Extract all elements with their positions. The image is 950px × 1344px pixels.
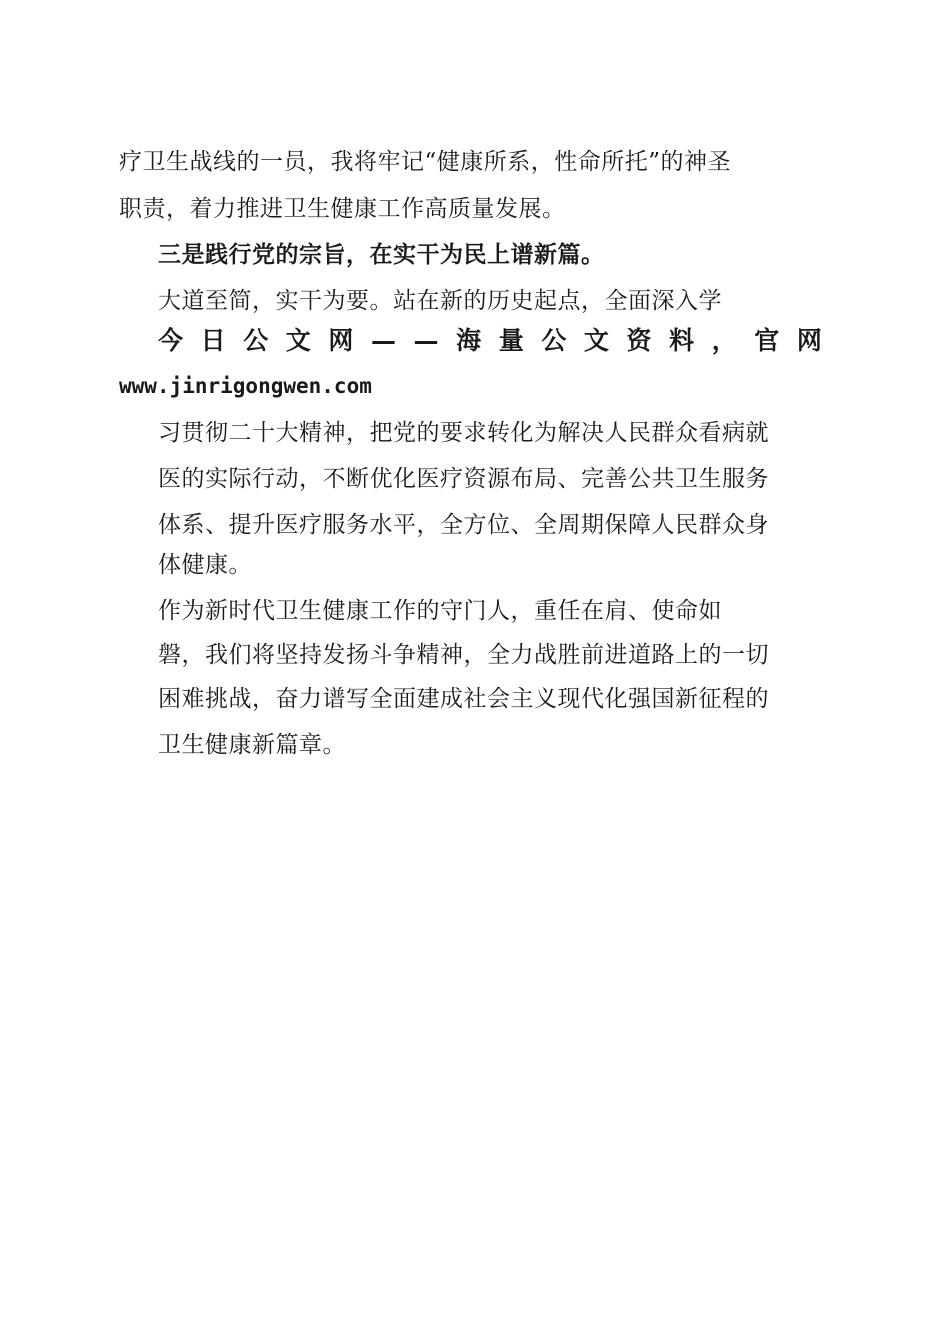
banner-char: 官 — [754, 326, 780, 355]
body-line: 困难挑战，奋力谱写全面建成社会主义现代化强国新征程的 — [158, 686, 769, 712]
banner-char: 文 — [285, 326, 311, 355]
banner-char: 海 — [456, 326, 482, 355]
banner-char: 料 — [669, 326, 695, 355]
banner-char: 今 — [158, 326, 184, 355]
banner-char: 网 — [328, 326, 354, 355]
banner-char: 文 — [583, 326, 609, 355]
banner-char: 公 — [243, 326, 269, 355]
body-line: 磐，我们将坚持发扬斗争精神，全力战胜前进道路上的一切 — [158, 642, 769, 668]
banner-char: ， — [711, 326, 737, 355]
section-heading: 三是践行党的宗旨，在实干为民上谱新篇。 — [158, 241, 605, 268]
body-line: 医的实际行动，不断优化医疗资源布局、完善公共卫生服务 — [158, 466, 769, 492]
banner-char: 日 — [200, 326, 226, 355]
banner-char: — — [370, 326, 396, 355]
body-line: 大道至简，实干为要。站在新的历史起点，全面深入学 — [158, 288, 722, 314]
banner-char: — — [413, 326, 439, 355]
body-line: 习贯彻二十大精神，把党的要求转化为解决人民群众看病就 — [158, 420, 769, 446]
body-line: 体健康。 — [158, 552, 252, 578]
body-line: 职责，着力推进卫生健康工作高质量发展。 — [119, 196, 566, 222]
banner-char: 公 — [541, 326, 567, 355]
watermark-url: www.jinrigongwen.com — [119, 374, 372, 398]
banner-char: 资 — [626, 326, 652, 355]
body-line: 卫生健康新篇章。 — [158, 732, 346, 758]
body-line: 体系、提升医疗服务水平，全方位、全周期保障人民群众身 — [158, 512, 769, 538]
banner-char: 网 — [796, 326, 822, 355]
watermark-banner — [158, 325, 822, 357]
banner-char: 量 — [498, 326, 524, 355]
body-line: 作为新时代卫生健康工作的守门人，重任在肩、使命如 — [158, 598, 722, 624]
body-line: 疗卫生战线的一员，我将牢记“健康所系，性命所托”的神圣 — [119, 149, 732, 175]
